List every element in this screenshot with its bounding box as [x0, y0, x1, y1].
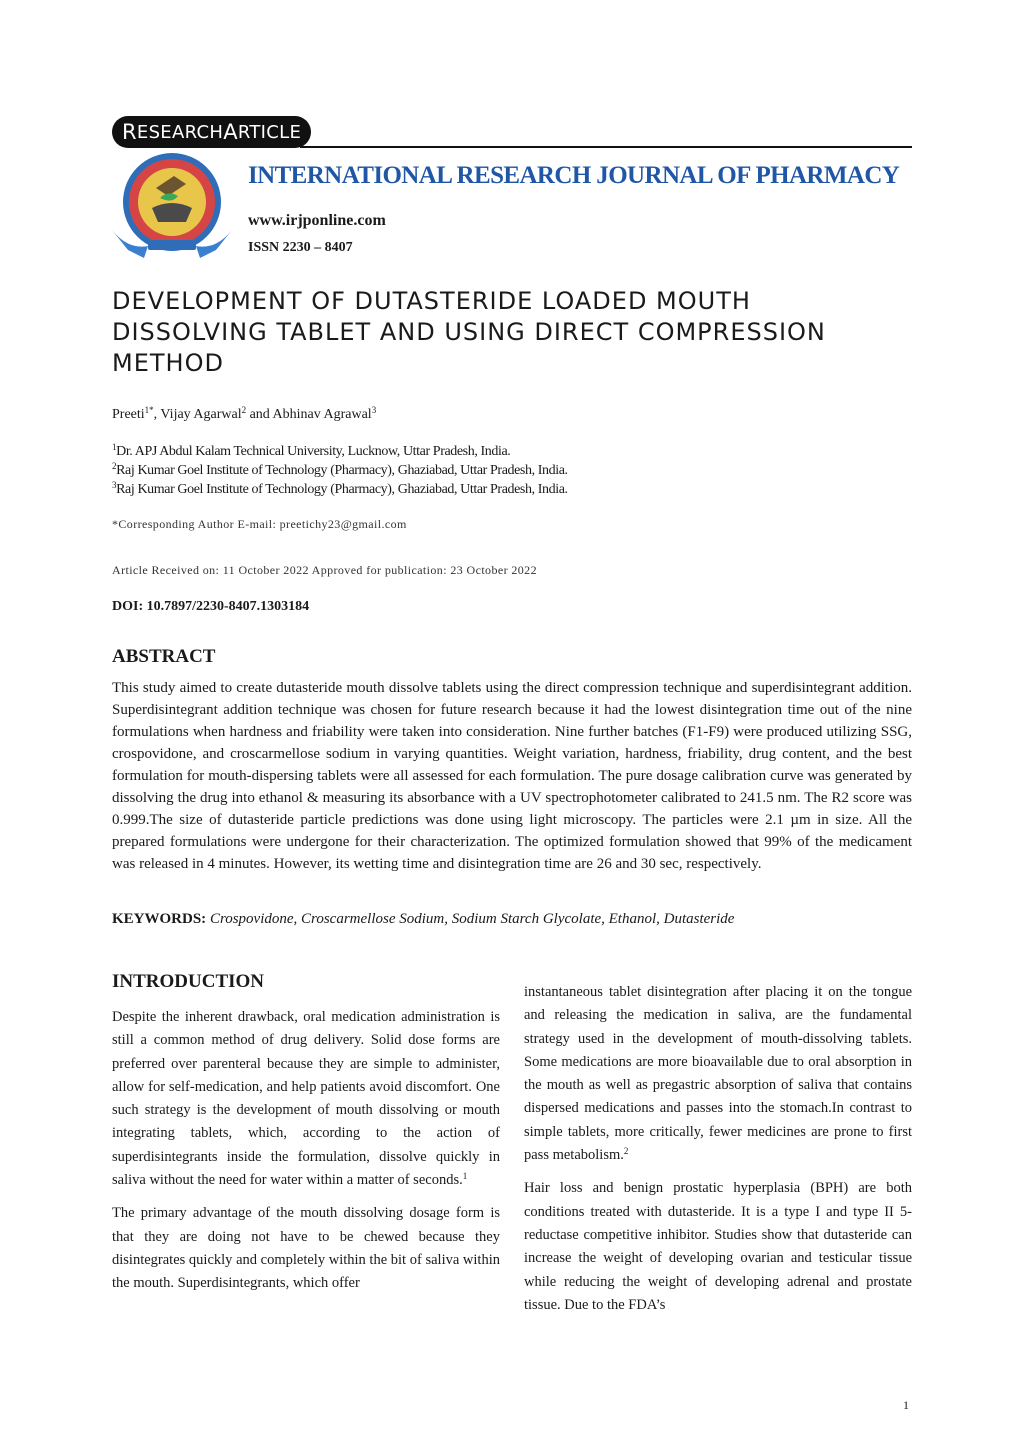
journal-website: www.irjponline.com: [248, 212, 386, 229]
abstract-heading: ABSTRACT: [112, 646, 216, 667]
paragraph-text: The primary advantage of the mouth dissolving dosage form is that they are doing not have to be chewed because they disintegrates quickly and completely within the bit of saliva within the mouth. Superdisintegrants, which offer: [112, 1205, 500, 1292]
affiliation: [112, 442, 568, 461]
affiliation-text: Raj Kumar Goel Institute of Technology (Pharmacy), Ghaziabad, Uttar Pradesh, India.: [116, 463, 568, 478]
affiliation-text: Dr. APJ Abdul Kalam Technical University, Lucknow, Uttar Pradesh, India.: [116, 444, 511, 459]
badge-text-article: RTICLE: [237, 121, 302, 143]
paragraph-text: Despite the inherent drawback, oral medication administration is still a common method of drug delivery. Solid dose forms are preferred over parenteral because they are simple to administer, allow for self-medication, and help patients avoid discomfort. One such strategy is the development of mouth dissolving or mouth integrating tablets, which, according to the action of superdisintegrants inside the formulation, dissolve quickly in saliva without the need for water within a matter of seconds.: [112, 1009, 500, 1189]
paragraph: [524, 1177, 912, 1317]
keywords-text: Crospovidone, Croscarmellose Sodium, Sodium Starch Glycolate, Ethanol, Dutasteride: [206, 911, 735, 927]
citation-ref: 1: [462, 1171, 468, 1182]
citation-ref: 2: [623, 1146, 629, 1157]
affiliation-num: 3: [112, 480, 117, 490]
keywords: [112, 911, 734, 928]
abstract-text: This study aimed to create dutasteride mouth dissolve tablets using the direct compression technique and superdisintegrant addition. Superdisintegrant addition technique was chosen for future research because it had the lowest disintegration time out of the nine formulations when hardness and friability were taken into consideration. Nine further batches (F1-F9) were produced utilizing SSG, crospovidone, and croscarmellose sodium in varying quantities. Weight variation, hardness, friability, drug content, and the best formulation for mouth-dispersing tablets were all assessed for each formulation. The pure dosage calibration curve was generated by dissolving the drug into ethanol & measuring its absorbance with a UV spectrophotometer calibrated to 241.5 nm. The R2 score was 0.999.The size of dutasteride particle predictions was done using light microscopy. The particles were 2.1 µm in size. All the prepared formulations were undergone for their characterization. The optimized formulation showed that 99% of the medicament was released in 4 minutes. However, its wetting time and disintegration time are 26 and 30 sec, respectively.: [112, 680, 912, 872]
article-title: DEVELOPMENT OF DUTASTERIDE LOADED MOUTH DISSOLVING TABLET AND USING DIRECT COMPRESSION METHOD: [112, 287, 826, 377]
logo-banner: [148, 240, 196, 250]
author-sup: 2: [241, 405, 247, 415]
paragraph: [524, 981, 912, 1167]
logo-mortar-icon: [152, 203, 192, 222]
affiliation-num: 1: [112, 442, 117, 452]
author-sup: 1*: [144, 405, 154, 415]
journal-name: INTERNATIONAL RESEARCH JOURNAL OF PHARMACY: [248, 162, 900, 189]
column-right: [524, 981, 912, 1327]
column-left: [112, 1006, 500, 1306]
author-name: , Vijay Agarwal: [153, 407, 242, 422]
badge-initial-a: A: [223, 120, 238, 144]
affiliation: [112, 480, 568, 499]
article-dates: Article Received on: 11 October 2022 Approved for publication: 23 October 2022: [112, 563, 537, 577]
journal-issn: ISSN 2230 – 8407: [248, 240, 353, 255]
affiliation-num: 2: [112, 461, 117, 471]
paragraph-text: Hair loss and benign prostatic hyperplasia (BPH) are both conditions treated with dutasteride. It is a type I and type II 5-reductase competitive inhibitor. Studies show that dutasteride can increase the weight of developing ovarian and testicular tissue while reducing the weight of developing adrenal and prostate tissue. Due to the FDA’s: [524, 1180, 912, 1313]
paragraph: [112, 1202, 500, 1295]
author-sup: 3: [371, 405, 377, 415]
introduction-heading: INTRODUCTION: [112, 971, 265, 992]
author-name: Preeti: [112, 407, 145, 422]
doi: DOI: 10.7897/2230-8407.1303184: [112, 599, 310, 614]
article-type-badge: [112, 116, 311, 148]
affiliation-text: Raj Kumar Goel Institute of Technology (Pharmacy), Ghaziabad, Uttar Pradesh, India.: [116, 482, 568, 497]
header-rule: [300, 146, 912, 148]
author-name: and Abhinav Agrawal: [246, 407, 372, 422]
paragraph-text: instantaneous tablet disintegration after placing it on the tongue and releasing the medication in saliva, are the fundamental strategy used in the development of mouth-dissolving tablets. Some medications are more bioavailable due to oral absorption in the mouth as well as pregastric absorption of saliva that contains dispersed medications and passes into the stomach.In contrast to simple tablets, more critically, fewer medicines are prone to first pass metabolism.: [524, 984, 912, 1164]
author-list: [112, 407, 376, 423]
corresponding-author: *Corresponding Author E-mail: preetichy23@gmail.com: [112, 517, 407, 531]
paragraph: [112, 1006, 500, 1192]
keywords-label: KEYWORDS:: [112, 911, 207, 927]
journal-logo: [108, 150, 236, 262]
badge-text-research: ESEARCH: [136, 121, 224, 143]
affiliation-list: [112, 442, 568, 499]
page-number: 1: [903, 1398, 909, 1412]
badge-initial-r: R: [122, 120, 137, 144]
affiliation: [112, 461, 568, 480]
